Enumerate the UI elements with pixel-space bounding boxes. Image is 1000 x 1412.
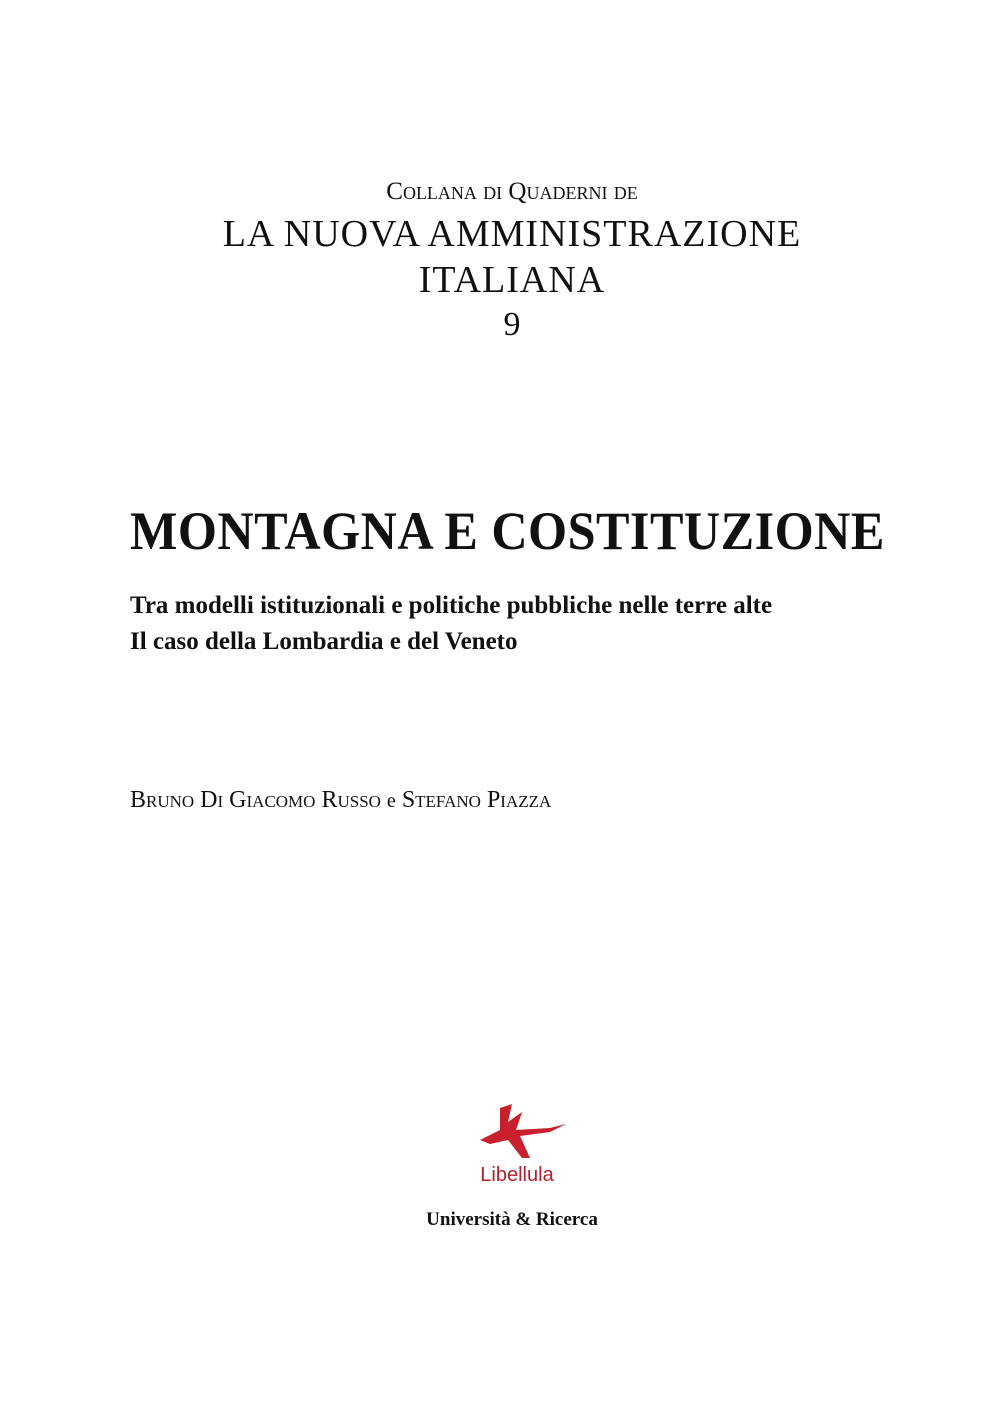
publisher-name: Libellula: [480, 1164, 554, 1186]
book-title: MONTAGNA E COSTITUZIONE: [130, 501, 885, 561]
author-1: Bruno Di Giacomo Russo: [130, 787, 381, 813]
author-conjunction: e: [386, 790, 396, 812]
series-title-line1: LA NUOVA AMMINISTRAZIONE: [222, 213, 802, 255]
dragonfly-logo-icon: [470, 1100, 570, 1160]
series-number: 9: [503, 306, 521, 343]
author-2: Stefano Piazza: [401, 787, 552, 813]
book-subtitle-line2: Il caso della Lombardia e del Veneto: [130, 628, 518, 655]
series-title-line2: ITALIANA: [418, 259, 606, 301]
publisher-collection: Università & Ricerca: [426, 1209, 598, 1230]
series-label: Collana di Quaderni de: [386, 178, 638, 205]
book-subtitle-line1: Tra modelli istituzionali e politiche pubbliche nelle terre alte: [130, 592, 773, 619]
authors: [130, 787, 551, 814]
